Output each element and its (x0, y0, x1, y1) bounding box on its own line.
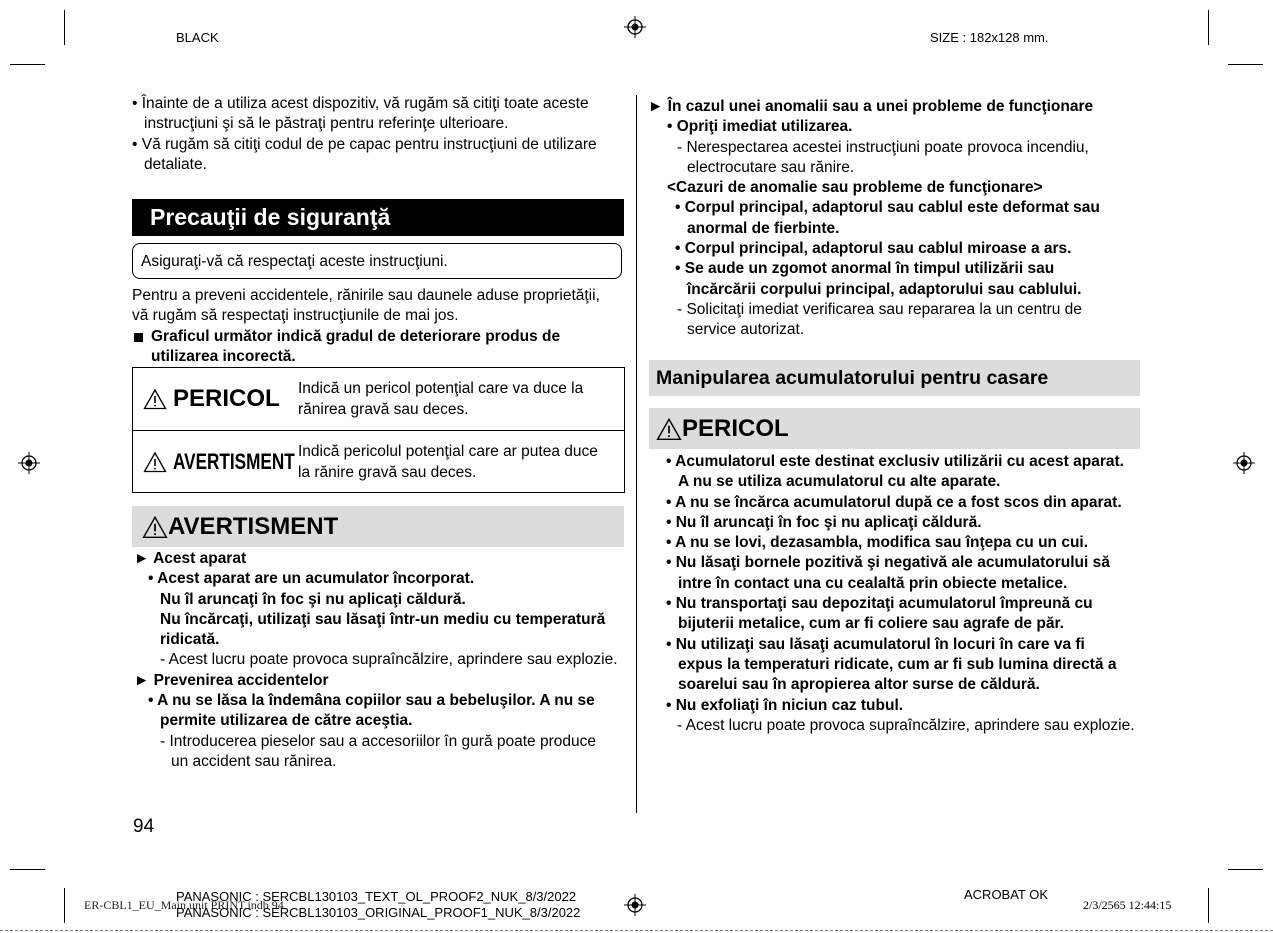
safety-banner: Precauţii de siguranţă (132, 199, 624, 236)
danger-item: • Nu utilizaţi sau lăsaţi acumulatorul în locuri în care va fi (666, 635, 1085, 653)
crop-mark (1208, 888, 1209, 923)
note-line: - Nerespectarea acestei instrucţiuni poate provoca incendiu, (677, 138, 1089, 156)
footer-proof-line: PANASONIC : SERCBL130103_TEXT_OL_PROOF2_NUK_8/3/2022 (176, 889, 577, 904)
desc-line: Indică un pericol potenţial care va duce la (298, 380, 584, 397)
note-line: - Introducerea pieselor sau a accesoriilor în gură poate produce (160, 732, 596, 750)
crop-mark (1228, 869, 1263, 870)
danger-item: • Nu transportaţi sau depozitaţi acumulatorul împreună cu (666, 595, 1093, 613)
note-line: - Acest lucru poate provoca supraîncălzire, aprindere sau explozie. (160, 651, 618, 669)
crop-mark (10, 869, 45, 870)
avertisment-description (298, 441, 598, 483)
square-bullet-icon (134, 333, 143, 342)
prevent-text (132, 286, 627, 367)
crop-mark (1228, 64, 1263, 65)
case-line: • Corpul principal, adaptorul sau cablul este deformat sau (675, 199, 1100, 217)
header-size-label: SIZE : 182x128 mm. (930, 30, 1049, 45)
crop-mark (1208, 10, 1209, 45)
danger-item: soarelui sau în apropierea altor surse de căldură. (678, 676, 1040, 694)
bold-line: Nu îl aruncaţi în foc şi nu aplicaţi căldură. (160, 590, 466, 608)
note-line: electrocutare sau rănire. (687, 158, 855, 176)
danger-item: • A nu se încărca acumulatorul după ce a fost scos din aparat. (666, 493, 1122, 511)
stop-line: • Opriţi imediat utilizarea. (667, 118, 853, 136)
anomaly-title: În cazul unei anomalii sau a unei probleme de funcţionare (667, 98, 1094, 115)
graphic-text: Graficul următor indică gradul de deteriorare produs de (151, 327, 561, 345)
intro-line: • Vă rugăm să citiţi codul de pe capac pentru instrucţiuni de utilizare (132, 135, 597, 153)
note-line: - Solicitaţi imediat verificarea sau repararea la un centru de (677, 300, 1082, 318)
desc-line: Indică pericolul potenţial care ar putea duce (298, 443, 598, 460)
footer-proof-line: PANASONIC : SERCBL130103_ORIGINAL_PROOF1_NUK_8/3/2022 (176, 905, 581, 920)
left-column (132, 94, 627, 175)
danger-item: • Nu lăsaţi bornele pozitivă şi negativă ale acumulatorului să (666, 554, 1110, 572)
intro-line: instrucţiuni şi să le păstraţi pentru referinţe ulterioare. (144, 115, 509, 133)
avertisment-label: AVERTISMENT (173, 449, 295, 474)
arrow-right-icon: ► (134, 550, 150, 567)
graphic-line: utilizarea incorectă. (151, 347, 296, 365)
danger-content (666, 452, 1146, 736)
table-row-pericol-label (143, 382, 280, 416)
arrow-right-icon: ► (134, 671, 150, 689)
crop-mark (64, 888, 65, 923)
danger-item: intre în contact una cu cealaltă prin obiecte metalice. (678, 574, 1068, 592)
footer-file-name: ER-CBL1_EU_Main unit PRINT.indb 94 (84, 898, 284, 912)
danger-item: bijuterii metalice, cum ar fi coliere sau agrafe de păr. (678, 615, 1064, 633)
notice-text: Asiguraţi-vă că respectaţi aceste instrucţiuni. (141, 253, 448, 270)
arrow-right-icon: ► (648, 98, 664, 115)
registration-mark-icon (1233, 452, 1255, 474)
pericol-description (298, 378, 583, 420)
danger-section-header (649, 408, 1140, 449)
case-line: încărcării corpului principal, adaptorului sau cablului. (687, 280, 1082, 298)
case-line: • Corpul principal, adaptorul sau cablul miroase a ars. (675, 240, 1072, 258)
warning-section-header (132, 506, 624, 547)
table-divider (133, 430, 624, 431)
note-line: un accident sau rănirea. (171, 752, 337, 770)
trim-line (0, 930, 1273, 931)
section-title: Prevenirea accidentelor (153, 671, 329, 689)
case-line: anormal de fierbinte. (687, 219, 840, 237)
prevent-line: vă rugăm să respectaţi instrucţiunile de mai jos. (132, 307, 459, 325)
registration-mark-icon (624, 894, 646, 916)
crop-mark (64, 10, 65, 45)
warning-title: AVERTISMENT (168, 512, 339, 540)
prevent-line: Pentru a preveni accidentele, rănirile sau daunele aduse proprietăţii, (132, 287, 600, 304)
desc-line: la rănire gravă sau deces. (298, 464, 477, 481)
anomaly-heading (648, 97, 1148, 117)
section-heading (134, 671, 629, 691)
bold-line: permite utilizarea de către aceştia. (160, 712, 413, 730)
warning-triangle-icon (143, 388, 167, 410)
note-line: - Acest lucru poate provoca supraîncălzire, aprindere sau explozie. (677, 716, 1135, 734)
section-title: Acest aparat (153, 550, 247, 567)
column-divider (636, 95, 637, 813)
graphic-line (132, 327, 627, 347)
warning-triangle-icon (143, 451, 167, 473)
danger-item: A nu se utiliza acumulatorul cu alte aparate. (678, 473, 1001, 491)
warning-content (134, 549, 629, 772)
cases-title: <Cazuri de anomalie sau probleme de funcţionare> (667, 179, 1043, 197)
intro-line: • Înainte de a utiliza acest dispozitiv, vă rugăm să citiţi toate aceste (132, 95, 589, 112)
case-line: • Se aude un zgomot anormal în timpul utilizării sau (675, 260, 1055, 278)
pericol-label: PERICOL (173, 385, 280, 412)
danger-title: PERICOL (682, 414, 789, 442)
note-line: service autorizat. (687, 321, 805, 339)
registration-mark-icon (624, 16, 646, 38)
bold-line: Nu încărcaţi, utilizaţi sau lăsaţi într-un mediu cu temperatură (160, 610, 606, 628)
bold-line: • Acest aparat are un acumulator încorporat. (148, 570, 475, 588)
footer-date: 2/3/2565 12:44:15 (1083, 898, 1172, 912)
header-color-label: BLACK (176, 30, 219, 45)
desc-line: rănirea gravă sau deces. (298, 401, 469, 418)
danger-item: • Acumulatorul este destinat exclusiv utilizării cu acest aparat. (666, 453, 1124, 470)
footer-acrobat-label: ACROBAT OK (964, 887, 1049, 902)
section-heading (134, 549, 629, 569)
registration-mark-icon (18, 452, 40, 474)
hazard-table (132, 367, 625, 493)
crop-mark (10, 64, 45, 65)
danger-item: • A nu se lovi, dezasambla, modifica sau înţepa cu un cui. (666, 534, 1089, 552)
battery-disposal-header: Manipularea acumulatorului pentru casare (649, 360, 1140, 396)
danger-item: • Nu exfoliaţi în niciun caz tubul. (666, 696, 904, 714)
intro-line: detaliate. (144, 155, 207, 173)
danger-item: expus la temperaturi ridicate, cum ar fi sub lumina directă a (678, 655, 1117, 673)
notice-box (132, 243, 622, 279)
page-number: 94 (133, 816, 155, 837)
danger-item: • Nu îl aruncaţi în foc şi nu aplicaţi căldură. (666, 513, 982, 531)
warning-triangle-icon (142, 515, 168, 539)
warning-triangle-icon (656, 417, 682, 441)
right-column-top (648, 97, 1148, 341)
bold-line: • A nu se lăsa la îndemâna copiilor sau a bebeluşilor. A nu se (148, 692, 595, 710)
bold-line: ridicată. (160, 631, 220, 649)
